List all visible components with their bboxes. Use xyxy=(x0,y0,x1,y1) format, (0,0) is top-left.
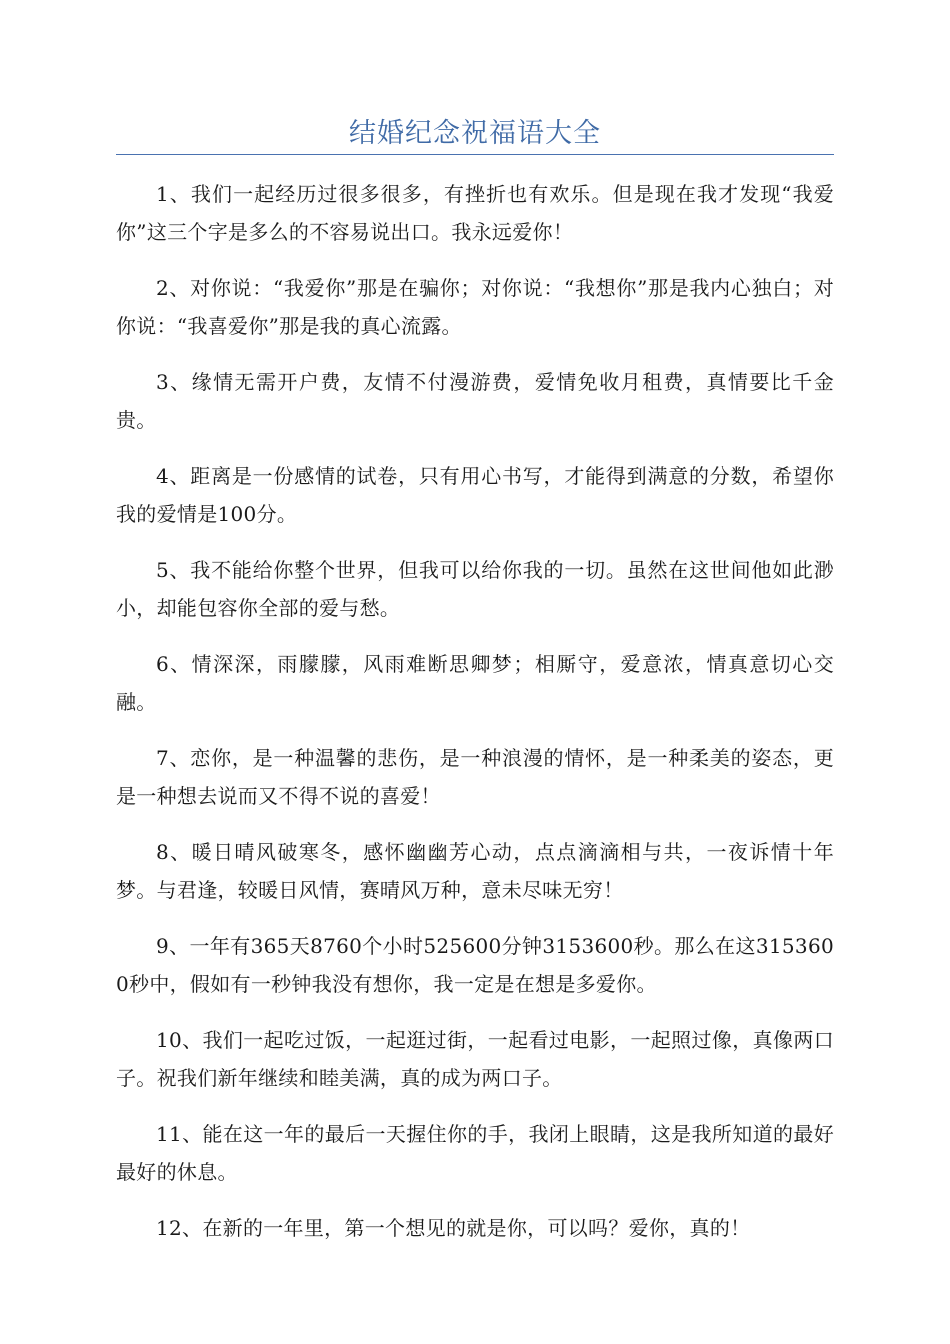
document-body xyxy=(116,175,834,1265)
paragraph-3: 3、缘情无需开户费，友情不付漫游费，爱情免收月租费，真情要比千金贵。 xyxy=(116,370,834,432)
paragraph-4: 4、距离是一份感情的试卷，只有用心书写，才能得到满意的分数，希望你我的爱情是100分。 xyxy=(116,464,834,526)
paragraph-6: 6、情深深，雨朦朦，风雨难断思卿梦；相厮守，爱意浓，情真意切心交融。 xyxy=(116,652,834,714)
paragraph-11: 11、能在这一年的最后一天握住你的手，我闭上眼睛，这是我所知道的最好最好的休息。 xyxy=(116,1122,834,1184)
title-underline xyxy=(116,154,834,155)
paragraph-2: 2、对你说：“我爱你”那是在骗你；对你说：“我想你”那是我内心独白；对你说：“我喜爱你”那是我的真心流露。 xyxy=(116,276,834,338)
paragraph-8: 8、暖日晴风破寒冬，感怀幽幽芳心动，点点滴滴相与共，一夜诉情十年梦。与君逢，较暖日风情，赛晴风万种，意未尽味无穷！ xyxy=(116,840,834,902)
paragraph-5: 5、我不能给你整个世界，但我可以给你我的一切。虽然在这世间他如此渺小，却能包容你全部的爱与愁。 xyxy=(116,558,834,620)
document-title: 结婚纪念祝福语大全 xyxy=(349,118,601,149)
paragraph-9: 9、一年有365天8760个小时525600分钟3153600秒。那么在这3153600秒中，假如有一秒钟我没有想你，我一定是在想是多爱你。 xyxy=(116,934,834,996)
paragraph-10: 10、我们一起吃过饭，一起逛过街，一起看过电影，一起照过像，真像两口子。祝我们新年继续和睦美满，真的成为两口子。 xyxy=(116,1028,834,1090)
paragraph-12: 12、在新的一年里，第一个想见的就是你，可以吗？爱你，真的！ xyxy=(156,1216,751,1240)
paragraph-7: 7、恋你，是一种温馨的悲伤，是一种浪漫的情怀，是一种柔美的姿态，更是一种想去说而又不得不说的喜爱！ xyxy=(116,746,834,808)
paragraph-1: 1、我们一起经历过很多很多，有挫折也有欢乐。但是现在我才发现“我爱你”这三个字是多么的不容易说出口。我永远爱你！ xyxy=(116,182,834,244)
